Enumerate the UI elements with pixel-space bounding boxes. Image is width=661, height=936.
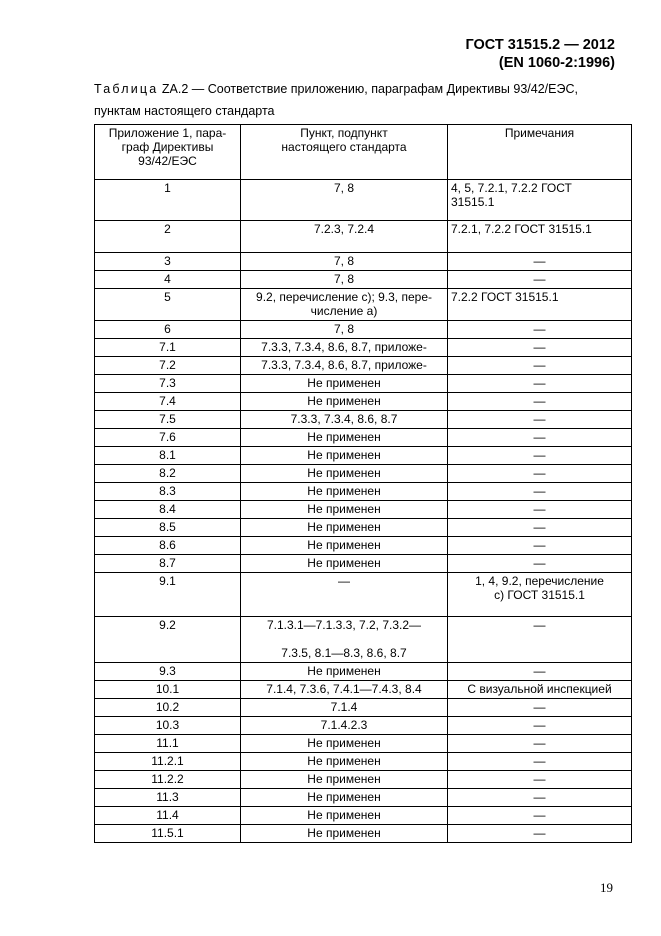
header-annex-text: Приложение 1, пара- граф Директивы 93/42/ЕЭС [108, 126, 227, 168]
cell-clause: 7.1.4 [241, 699, 448, 717]
cell-annex: 10.2 [95, 699, 241, 717]
cell-clause: Не применен [241, 483, 448, 501]
cell-notes: — [448, 789, 632, 807]
cell-annex: 11.2.2 [95, 771, 241, 789]
table-row [95, 519, 632, 537]
cell-clause: Не применен [241, 393, 448, 411]
cell-annex: 5 [95, 289, 241, 321]
cell-annex: 8.3 [95, 483, 241, 501]
cell-annex: 2 [95, 221, 241, 253]
table-header-row [95, 125, 632, 180]
table-row [95, 180, 632, 221]
cell-clause: Не применен [241, 753, 448, 771]
cell-clause: 7.3.3, 7.3.4, 8.6, 8.7, приложе- [241, 339, 448, 357]
cell-clause: Не применен [241, 771, 448, 789]
cell-clause: Не применен [241, 807, 448, 825]
cell-clause: Не применен [241, 555, 448, 573]
table-row [95, 717, 632, 735]
cell-notes: 1, 4, 9.2, перечисление с) ГОСТ 31515.1 [448, 573, 632, 617]
table-row [95, 321, 632, 339]
cell-clause: Не применен [241, 429, 448, 447]
table-row [95, 573, 632, 617]
cell-notes: — [448, 321, 632, 339]
header-clause [241, 125, 448, 180]
table-body [95, 180, 632, 843]
caption-line2: пунктам настоящего стандарта [94, 104, 275, 118]
standard-code: ГОСТ 31515.2 — 2012 [465, 37, 615, 53]
cell-annex: 8.1 [95, 447, 241, 465]
cell-notes: — [448, 411, 632, 429]
cell-notes: — [448, 807, 632, 825]
cell-annex: 9.3 [95, 663, 241, 681]
header-clause-text: Пункт, подпункт настоящего стандарта [281, 126, 407, 154]
cell-clause: Не применен [241, 537, 448, 555]
cell-clause: 7.3.3, 7.3.4, 8.6, 8.7, приложе- [241, 357, 448, 375]
cell-clause: Не применен [241, 447, 448, 465]
cell-clause: Не применен [241, 735, 448, 753]
cell-clause: Не применен [241, 825, 448, 843]
cell-clause: 7.2.3, 7.2.4 [241, 221, 448, 253]
caption-text: ZA.2 — Соответствие приложению, параграфам Директивы 93/42/ЕЭС, [158, 82, 578, 96]
cell-annex: 8.4 [95, 501, 241, 519]
document-header [465, 36, 615, 72]
table-row [95, 429, 632, 447]
cell-notes: — [448, 771, 632, 789]
cell-annex: 11.5.1 [95, 825, 241, 843]
cell-notes: — [448, 357, 632, 375]
cell-notes: — [448, 447, 632, 465]
cell-notes: — [448, 555, 632, 573]
cell-clause: 7.1.4, 7.3.6, 7.4.1—7.4.3, 8.4 [241, 681, 448, 699]
cell-clause: 7.3.3, 7.3.4, 8.6, 8.7 [241, 411, 448, 429]
cell-notes: — [448, 393, 632, 411]
table-row [95, 253, 632, 271]
cell-clause: Не применен [241, 519, 448, 537]
cell-clause: Не применен [241, 663, 448, 681]
cell-annex: 7.4 [95, 393, 241, 411]
cell-clause: 7.1.3.1—7.1.3.3, 7.2, 7.3.2— 7.3.5, 8.1—8.3, 8.6, 8.7 [241, 617, 448, 663]
cell-notes: — [448, 825, 632, 843]
cell-notes: — [448, 465, 632, 483]
cell-annex: 8.2 [95, 465, 241, 483]
header-notes-text: Примечания [504, 126, 575, 140]
table-row [95, 663, 632, 681]
cell-annex: 7.6 [95, 429, 241, 447]
cell-annex: 7.5 [95, 411, 241, 429]
cell-notes: 7.2.1, 7.2.2 ГОСТ 31515.1 [448, 221, 632, 253]
table-row [95, 537, 632, 555]
cell-notes: — [448, 663, 632, 681]
cell-clause: Не применен [241, 501, 448, 519]
cell-annex: 9.2 [95, 617, 241, 663]
cell-clause: Не применен [241, 375, 448, 393]
cell-notes: — [448, 375, 632, 393]
cell-annex: 7.1 [95, 339, 241, 357]
cell-notes: — [448, 537, 632, 555]
cell-annex: 4 [95, 271, 241, 289]
table-row [95, 357, 632, 375]
cell-clause: 7, 8 [241, 253, 448, 271]
cell-notes: — [448, 501, 632, 519]
cell-notes: — [448, 617, 632, 663]
table-row [95, 411, 632, 429]
table-row [95, 375, 632, 393]
cell-annex: 11.4 [95, 807, 241, 825]
table-row [95, 465, 632, 483]
table-row [95, 753, 632, 771]
table-row [95, 771, 632, 789]
table-row [95, 447, 632, 465]
header-notes [448, 125, 632, 180]
cell-clause: Не применен [241, 789, 448, 807]
cell-annex: 11.2.1 [95, 753, 241, 771]
cell-annex: 7.3 [95, 375, 241, 393]
table-row [95, 681, 632, 699]
cell-notes: — [448, 429, 632, 447]
table-row [95, 807, 632, 825]
cell-notes: — [448, 339, 632, 357]
table-row [95, 271, 632, 289]
cell-notes: — [448, 699, 632, 717]
table-row [95, 221, 632, 253]
cell-clause: Не применен [241, 465, 448, 483]
table-row [95, 483, 632, 501]
cell-annex: 10.1 [95, 681, 241, 699]
correspondence-table [94, 124, 632, 843]
table-row [95, 393, 632, 411]
cell-notes: 4, 5, 7.2.1, 7.2.2 ГОСТ 31515.1 [448, 180, 632, 221]
cell-annex: 1 [95, 180, 241, 221]
cell-annex: 8.5 [95, 519, 241, 537]
table-row [95, 735, 632, 753]
cell-notes: — [448, 717, 632, 735]
table-row [95, 501, 632, 519]
cell-annex: 10.3 [95, 717, 241, 735]
cell-annex: 3 [95, 253, 241, 271]
table-row [95, 825, 632, 843]
table-row [95, 789, 632, 807]
cell-notes: — [448, 483, 632, 501]
cell-clause: 7, 8 [241, 180, 448, 221]
cell-notes: — [448, 735, 632, 753]
cell-notes: — [448, 253, 632, 271]
cell-annex: 8.7 [95, 555, 241, 573]
cell-clause: 7, 8 [241, 271, 448, 289]
page-number: 19 [600, 880, 613, 895]
cell-annex: 9.1 [95, 573, 241, 617]
table-label: Таблица [94, 82, 159, 96]
cell-clause: — [241, 573, 448, 617]
cell-clause: 9.2, перечисление с); 9.3, пере- числение а) [241, 289, 448, 321]
table-row [95, 699, 632, 717]
cell-notes: — [448, 753, 632, 771]
header-annex [95, 125, 241, 180]
cell-notes: — [448, 519, 632, 537]
table-row [95, 289, 632, 321]
cell-annex: 8.6 [95, 537, 241, 555]
cell-notes: — [448, 271, 632, 289]
cell-clause: 7, 8 [241, 321, 448, 339]
cell-annex: 6 [95, 321, 241, 339]
cell-clause: 7.1.4.2.3 [241, 717, 448, 735]
table-row [95, 339, 632, 357]
cell-annex: 11.1 [95, 735, 241, 753]
cell-annex: 11.3 [95, 789, 241, 807]
cell-notes: 7.2.2 ГОСТ 31515.1 [448, 289, 632, 321]
table-row [95, 555, 632, 573]
cell-notes: С визуальной инспекцией [448, 681, 632, 699]
table-row [95, 617, 632, 663]
standard-en-code: (EN 1060-2:1996) [498, 55, 615, 71]
cell-annex: 7.2 [95, 357, 241, 375]
table-caption [94, 78, 624, 122]
